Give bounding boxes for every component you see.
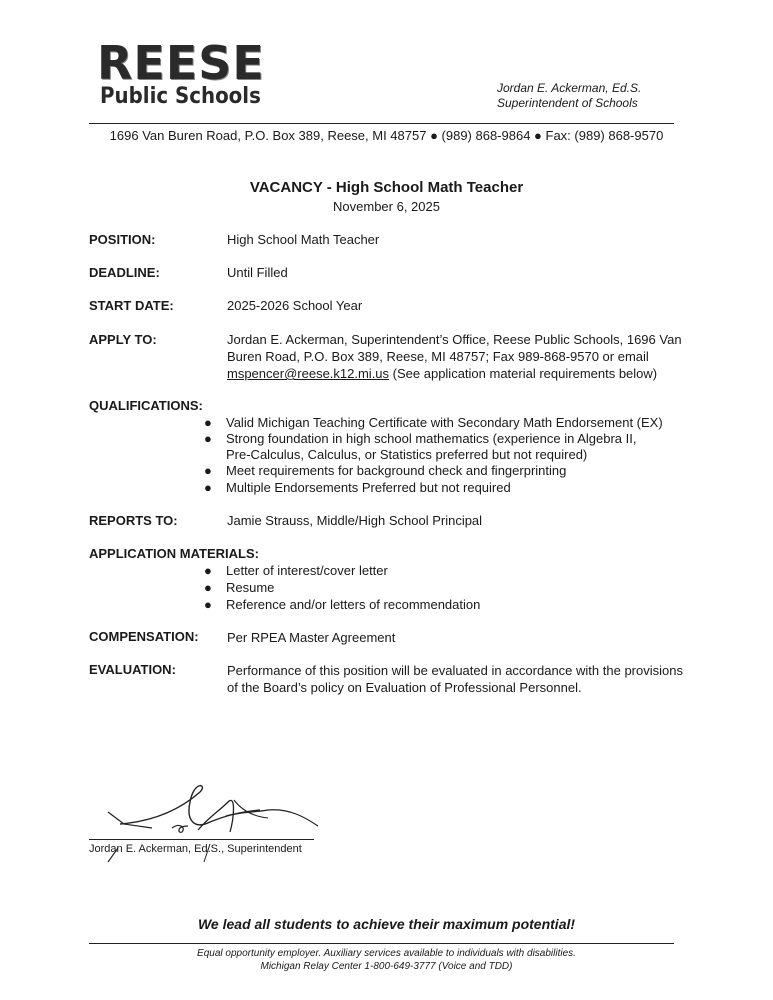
application-materials-label: APPLICATION MATERIALS: [89,546,259,561]
qualifications-label: QUALIFICATIONS: [89,398,203,413]
compensation-label: COMPENSATION: [89,629,199,644]
apply-to-line1: Jordan E. Ackerman, Superintendent’s Office, Reese Public Schools, 1696 Van [227,332,682,347]
signature-name: Jordan E. Ackerman, Ed.S., Superintendent [89,843,302,855]
deadline-label: DEADLINE: [89,265,160,280]
list-item: ● Valid Michigan Teaching Certificate with Secondary Math Endorsement (EX) [204,415,663,430]
evaluation-line2: of the Board’s policy on Evaluation of Professional Personnel. [227,680,582,695]
position-label: POSITION: [89,232,156,247]
list-item-continuation: Pre-Calculus, Calculus, or Statistics preferred but not required) [226,447,588,462]
evaluation-line1: Performance of this position will be evaluated in accordance with the provisions [227,663,683,678]
footer-line1: Equal opportunity employer. Auxiliary services available to individuals with disabilities. [197,948,576,959]
logo-public-schools: Public Schools [100,84,261,109]
position-value: High School Math Teacher [227,232,380,247]
bullet-icon: ● [204,415,212,430]
footer-rule [89,943,674,944]
list-item: ● Letter of interest/cover letter [204,563,388,578]
signature-line [89,839,314,840]
reports-to-label: REPORTS TO: [89,513,178,528]
apply-to-line2: Buren Road, P.O. Box 389, Reese, MI 48757; Fax 989-868-9570 or email [227,349,649,364]
list-item: ● Strong foundation in high school mathematics (experience in Algebra II, [204,431,637,446]
logo-reese: REESE [97,36,265,90]
school-address: 1696 Van Buren Road, P.O. Box 389, Reese, MI 48757 ● (989) 868-9864 ● Fax: (989) 868-9570 [109,128,664,143]
compensation-value: Per RPEA Master Agreement [227,630,396,645]
motto: We lead all students to achieve their maximum potential! [197,916,576,932]
apply-to-value [227,331,687,382]
start-date-value: 2025-2026 School Year [227,298,363,313]
apply-to-line3 [227,365,687,382]
evaluation-value [227,662,687,696]
evaluation-label: EVALUATION: [89,662,176,677]
bullet-icon: ● [204,463,212,478]
posting-date: November 6, 2025 [333,199,440,214]
start-date-label: START DATE: [89,298,174,313]
bullet-icon: ● [204,431,212,446]
bullet-icon: ● [204,580,212,595]
superintendent-title: Superintendent of Schools [497,96,638,110]
page-title: VACANCY - High School Math Teacher [249,179,524,196]
list-item: ● Meet requirements for background check and fingerprinting [204,463,567,478]
superintendent-name: Jordan E. Ackerman, Ed.S. [497,81,642,95]
list-item: ● Reference and/or letters of recommendation [204,597,481,612]
reports-to-value: Jamie Strauss, Middle/High School Principal [227,513,483,528]
email-link[interactable]: mspencer@reese.k12.mi.us [227,366,390,381]
header-rule [89,123,674,124]
list-item: ● Multiple Endorsements Preferred but not required [204,480,511,495]
list-item: ● Resume [204,580,275,595]
apply-to-line3-rest: (See application material requirements below) [389,366,658,381]
bullet-icon: ● [204,480,212,495]
deadline-value: Until Filled [227,265,288,280]
footer-line2: Michigan Relay Center 1-800-649-3777 (Voice and TDD) [260,961,513,972]
bullet-icon: ● [204,563,212,578]
apply-to-label: APPLY TO: [89,332,157,347]
bullet-icon: ● [204,597,212,612]
